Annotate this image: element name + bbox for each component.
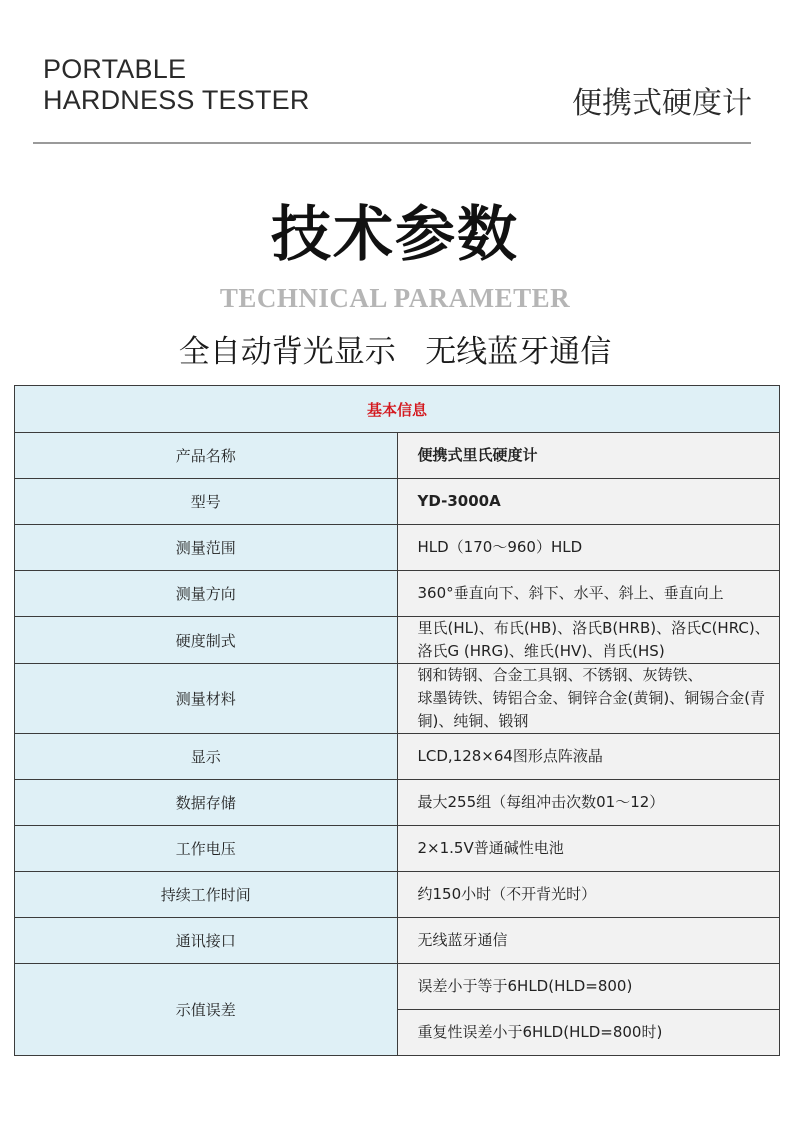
spec-table xyxy=(14,385,780,1056)
row-label-voltage: 工作电压 xyxy=(15,826,398,872)
table-header-row xyxy=(15,386,780,433)
row-value-data-storage: 最大255组（每组冲击次数01～12） xyxy=(397,780,780,826)
materials-line2: 球墨铸铁、铸铝合金、铜锌合金(黄铜)、铜锡合金(青铜)、纯铜、锻钢 xyxy=(417,689,766,730)
table-row xyxy=(15,780,780,826)
hardness-scale-line2: 洛氏G (HRG)、维氏(HV)、肖氏(HS) xyxy=(417,642,665,660)
row-label-product-name: 产品名称 xyxy=(15,433,398,479)
table-row xyxy=(15,571,780,617)
row-value-working-time: 约150小时（不开背光时） xyxy=(397,872,780,918)
row-value-indication-error-1: 误差小于等于6HLD(HLD=800) xyxy=(397,964,780,1010)
table-row xyxy=(15,617,780,664)
row-value-product-name: 便携式里氏硬度计 xyxy=(397,433,780,479)
row-value-hardness-scale xyxy=(397,617,780,664)
row-value-interface: 无线蓝牙通信 xyxy=(397,918,780,964)
row-value-model: YD-3000A xyxy=(397,479,780,525)
row-value-indication-error-2: 重复性误差小于6HLD(HLD=800时) xyxy=(397,1010,780,1056)
row-value-display: LCD,128×64图形点阵液晶 xyxy=(397,734,780,780)
row-label-measuring-range: 测量范围 xyxy=(15,525,398,571)
table-row xyxy=(15,525,780,571)
header-title-en xyxy=(43,54,310,116)
header-title-cn: 便携式硬度计 xyxy=(572,86,752,121)
section-subtitle: 全自动背光显示 无线蓝牙通信 xyxy=(178,334,612,370)
section-title-cn: 技术参数 xyxy=(271,200,519,270)
header-divider xyxy=(33,142,751,144)
table-row xyxy=(15,964,780,1010)
row-label-measuring-direction: 测量方向 xyxy=(15,571,398,617)
table-header: 基本信息 xyxy=(15,386,780,433)
header-title-en-line1: PORTABLE xyxy=(43,54,187,84)
table-row xyxy=(15,433,780,479)
row-value-voltage: 2×1.5V普通碱性电池 xyxy=(397,826,780,872)
section-title-en: TECHNICAL PARAMETER xyxy=(219,283,571,313)
table-row xyxy=(15,664,780,734)
row-label-materials: 测量材料 xyxy=(15,664,398,734)
table-row xyxy=(15,918,780,964)
row-label-model: 型号 xyxy=(15,479,398,525)
table-row xyxy=(15,479,780,525)
table-row xyxy=(15,734,780,780)
row-value-measuring-direction: 360°垂直向下、斜下、水平、斜上、垂直向上 xyxy=(397,571,780,617)
hardness-scale-line1: 里氏(HL)、布氏(HB)、洛氏B(HRB)、洛氏C(HRC)、 xyxy=(417,619,770,637)
table-row xyxy=(15,872,780,918)
table-row xyxy=(15,826,780,872)
row-value-materials xyxy=(397,664,780,734)
row-label-interface: 通讯接口 xyxy=(15,918,398,964)
header-title-en-line2: HARDNESS TESTER xyxy=(43,85,310,115)
row-label-data-storage: 数据存储 xyxy=(15,780,398,826)
row-label-working-time: 持续工作时间 xyxy=(15,872,398,918)
row-label-display: 显示 xyxy=(15,734,398,780)
materials-line1: 钢和铸钢、合金工具钢、不锈钢、灰铸铁、 xyxy=(417,666,703,684)
row-label-indication-error: 示值误差 xyxy=(15,964,398,1056)
row-label-hardness-scale: 硬度制式 xyxy=(15,617,398,664)
row-value-measuring-range: HLD（170～960）HLD xyxy=(397,525,780,571)
